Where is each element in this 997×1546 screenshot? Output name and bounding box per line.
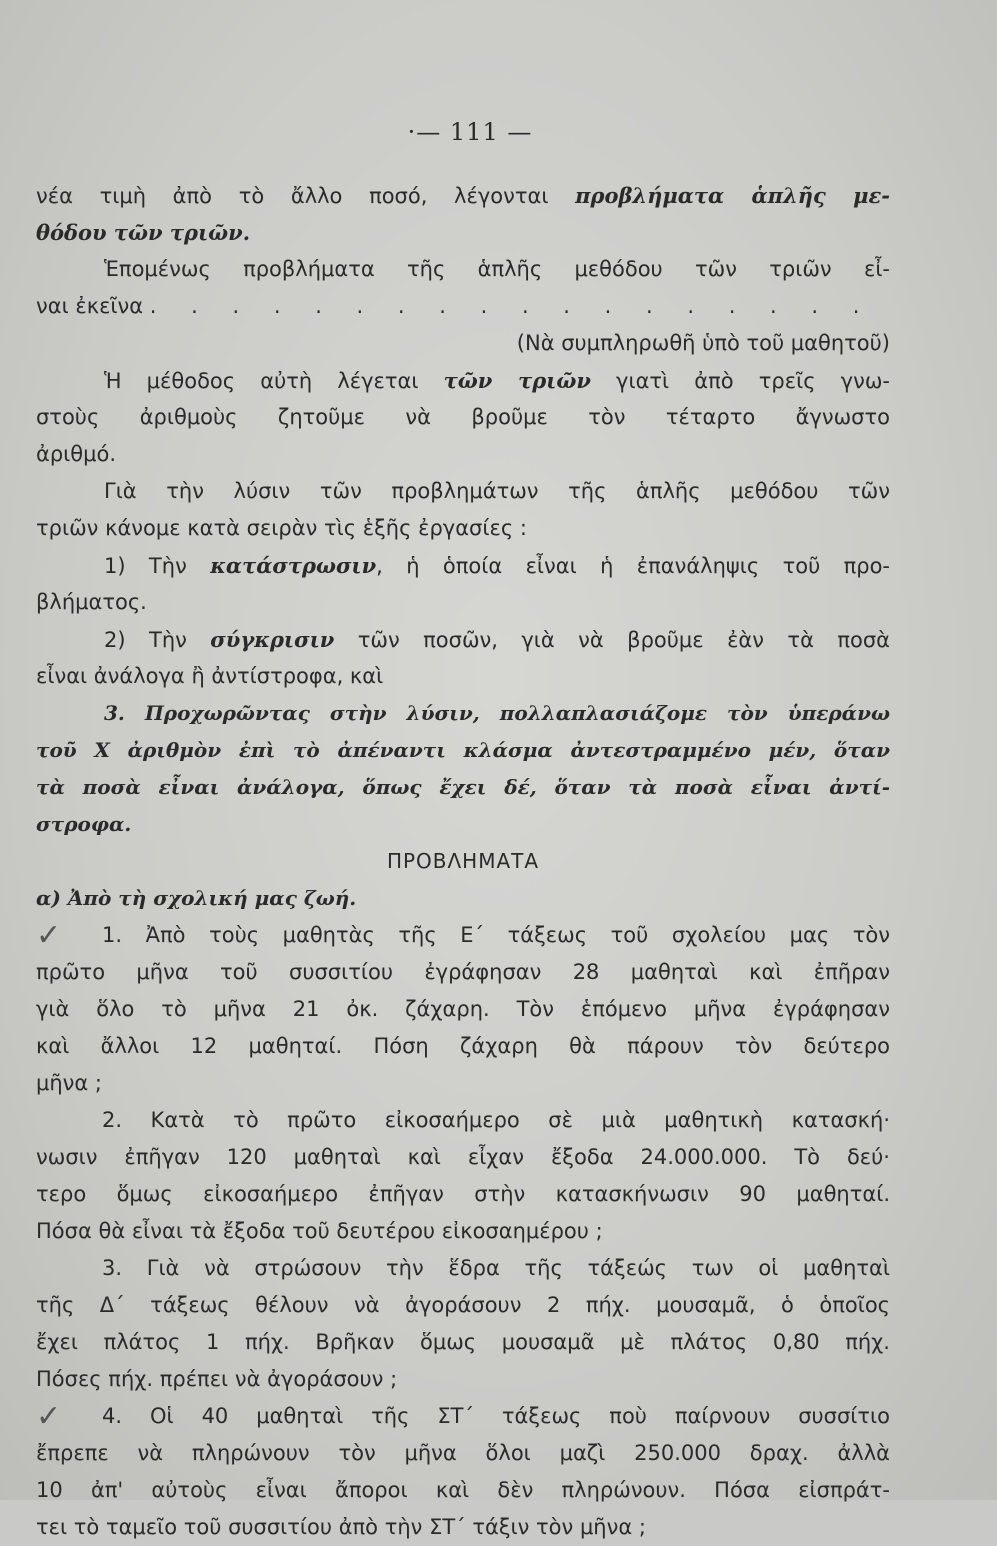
text-line — [36, 1065, 890, 1102]
line-text: τῆς Δ΄ τάξεως θέλουν νὰ ἀγοράσουν 2 πήχ. μουσαμᾶ, ὁ ὁποῖος — [36, 1293, 890, 1317]
line-text: 2. Κατὰ τὸ πρῶτο εἰκοσαήμερο σὲ μιὰ μαθητικὴ κατασκή· — [102, 1108, 890, 1132]
text-line — [36, 1139, 890, 1176]
text-line — [36, 547, 890, 584]
text-line — [36, 1176, 890, 1213]
italic-term: σύγκρισιν — [210, 627, 335, 652]
line-text: , ἡ ὁποία εἶναι ἡ ἐπανάληψις τοῦ προ- — [376, 554, 891, 578]
line-text: ἔπρεπε νὰ πληρώνουν τὸν μῆνα ὅλοι μαζὶ 250.000 δραχ. ἀλλὰ — [36, 1441, 890, 1465]
text-line — [36, 1472, 890, 1509]
text-line — [36, 177, 890, 214]
line-text: τει τὸ ταμεῖο τοῦ συσσιτίου ἀπὸ τὴν ΣΤ΄ τάξιν τὸν μῆνα ; — [36, 1515, 646, 1539]
line-text: εἶναι ἀνάλογα ἢ ἀντίστροφα, καὶ — [36, 664, 384, 688]
text-line — [36, 1287, 890, 1324]
italic-term: θόδου τῶν τριῶν. — [36, 220, 251, 245]
line-text: . . . . . . . . . . . . . . . . . . — [149, 294, 874, 318]
text-line — [36, 695, 890, 732]
line-text: νωσιν ἐπῆγαν 120 μαθηταὶ καὶ εἶχαν ἔξοδα 24.000.000. Τὸ δεύ· — [36, 1145, 890, 1169]
text-line — [36, 1361, 890, 1398]
page-text — [36, 177, 890, 1546]
line-text: στοὺς ἀριθμοὺς ζητοῦμε νὰ βροῦμε τὸν τέταρτο ἄγνωστο — [36, 405, 890, 429]
check-mark-icon: ✓ — [36, 1399, 62, 1434]
text-line — [36, 436, 890, 473]
text-line — [36, 288, 890, 325]
text-line — [36, 621, 890, 658]
line-text: Πόσες πήχ. πρέπει νὰ ἀγοράσουν ; — [36, 1367, 398, 1391]
text-line — [36, 880, 890, 917]
page-number: ·— 111 — — [407, 118, 533, 146]
line-text: 3. Προχωρῶντας στὴν λύσιν, πολλαπλασιάζομε τὸν ὑπεράνω — [104, 701, 890, 725]
line-text: 1) Τὴν — [104, 554, 211, 578]
text-line — [36, 1509, 890, 1546]
line-text: πρῶτο μῆνα τοῦ συσσιτίου ἐγράφησαν 28 μαθηταὶ καὶ ἐπῆραν — [36, 960, 890, 984]
text-line — [36, 991, 890, 1028]
text-line — [36, 954, 890, 991]
text-line — [36, 1435, 890, 1472]
line-text: νέα τιμὴ ἀπὸ τὸ ἄλλο ποσό, λέγονται — [36, 184, 576, 208]
text-line — [36, 1028, 890, 1065]
text-line — [36, 584, 890, 621]
line-text: (Νὰ συμπληρωθῆ ὑπὸ τοῦ μαθητοῦ) — [516, 331, 890, 355]
text-line — [36, 1398, 890, 1435]
text-line — [36, 325, 890, 362]
line-text: τὰ ποσὰ εἶναι ἀνάλογα, ὅπως ἔχει δέ, ὅταν τὰ ποσὰ εἶναι ἀντί- — [36, 775, 890, 799]
text-line — [36, 843, 890, 880]
text-line — [36, 510, 890, 547]
line-text: ναι ἐκεῖνα — [36, 294, 150, 318]
text-line — [36, 658, 890, 695]
line-text: καὶ ἄλλοι 12 μαθηταί. Πόση ζάχαρη θὰ πάρουν τὸν δεύτερο — [36, 1034, 890, 1058]
text-line — [36, 214, 890, 251]
check-mark-icon: ✓ — [36, 918, 62, 953]
line-text: ΠΡΟΒΛΗΜΑΤΑ — [386, 849, 540, 873]
line-text: Γιὰ τὴν λύσιν τῶν προβλημάτων τῆς ἁπλῆς μεθόδου τῶν — [104, 479, 890, 503]
text-line — [36, 362, 890, 399]
text-line — [36, 732, 890, 769]
line-text: γιὰ ὅλο τὸ μῆνα 21 ὀκ. ζάχαρη. Τὸν ἑπόμενο μῆνα ἐγράφησαν — [36, 997, 890, 1021]
line-text: 10 ἀπ' αὐτοὺς εἶναι ἄποροι καὶ δὲν πληρώνουν. Πόσα εἰσπράτ- — [36, 1478, 890, 1502]
line-text: 2) Τὴν — [104, 628, 211, 652]
line-text: βλήματος. — [36, 590, 147, 614]
text-line — [36, 399, 890, 436]
italic-term: κατάστρωσιν — [210, 553, 377, 578]
line-text: ἔχει πλάτος 1 πήχ. Βρῆκαν ὅμως μουσαμᾶ μὲ πλάτος 0,80 πήχ. — [36, 1330, 890, 1354]
text-line — [36, 769, 890, 806]
text-line — [36, 1213, 890, 1250]
line-text: 1. Ἀπὸ τοὺς μαθητὰς τῆς Ε΄ τάξεως τοῦ σχολείου μας τὸν — [102, 923, 890, 947]
text-line — [36, 1324, 890, 1361]
line-text: Πόσα θὰ εἶναι τὰ ἔξοδα τοῦ δευτέρου εἰκοσαημέρου ; — [36, 1219, 603, 1243]
italic-term: προβλήματα ἁπλῆς με- — [575, 183, 890, 208]
text-line — [36, 1250, 890, 1287]
line-text: Ἡ μέθοδος αὐτὴ λέγεται — [104, 369, 444, 393]
italic-term: τῶν τριῶν — [443, 368, 591, 393]
line-text: 4. Οἱ 40 μαθηταὶ τῆς ΣΤ΄ τάξεως ποὺ παίρνουν συσσίτιο — [102, 1404, 890, 1428]
text-line — [36, 251, 890, 288]
text-line — [36, 1102, 890, 1139]
line-text: τερο ὅμως εἰκοσαήμερο ἐπῆγαν στὴν κατασκήνωσιν 90 μαθηταί. — [36, 1182, 890, 1206]
line-text: στροφα. — [36, 812, 132, 836]
line-text: ἀριθμό. — [36, 442, 117, 466]
line-text: τριῶν κάνομε κατὰ σειρὰν τὶς ἑξῆς ἐργασίες : — [36, 516, 527, 540]
line-text: 3. Γιὰ νὰ στρώσουν τὴν ἕδρα τῆς τάξεώς των οἱ μαθηταὶ — [102, 1256, 890, 1280]
line-text: γιατὶ ἀπὸ τρεῖς γνω- — [590, 369, 890, 393]
line-text: α) Ἀπὸ τὴ σχολική μας ζωή. — [36, 886, 357, 910]
line-text: Ἑπομένως προβλήματα τῆς ἁπλῆς μεθόδου τῶν τριῶν εἶ- — [104, 257, 890, 281]
text-line — [36, 917, 890, 954]
line-text: τῶν ποσῶν, γιὰ νὰ βροῦμε ἐὰν τὰ ποσὰ — [334, 628, 890, 652]
text-line — [36, 806, 890, 843]
line-text: τοῦ X ἀριθμὸν ἐπὶ τὸ ἀπέναντι κλάσμα ἀντεστραμμένο μέν, ὅταν — [36, 738, 890, 762]
text-line — [36, 473, 890, 510]
line-text: μῆνα ; — [36, 1071, 102, 1095]
